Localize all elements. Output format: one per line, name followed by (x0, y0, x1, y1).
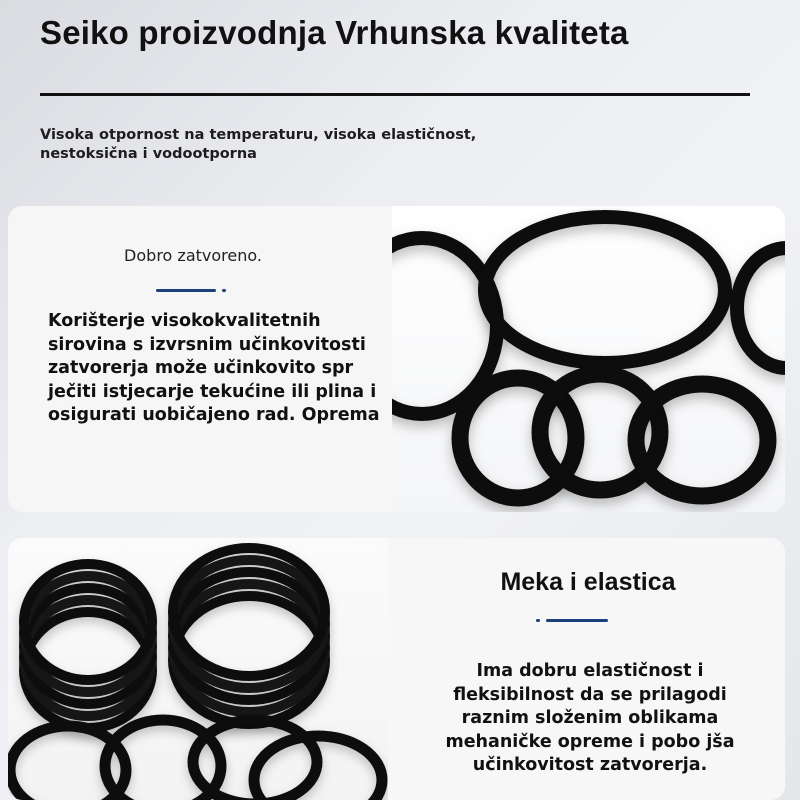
o-ring-row-front (10, 720, 382, 800)
elasticity-description: Ima dobru elastičnost i fleksibilnost da se prilagodi raznim složenim oblikama mehaničke opreme i pobo jša učinkovitost zatvorerja. (445, 661, 735, 775)
o-rings-stack-image (8, 538, 388, 800)
elasticity-heading: Meka i elastica (500, 568, 676, 596)
o-rings-photo-top (392, 206, 785, 512)
elasticity-divider (536, 619, 616, 622)
o-rings-photo-bottom (8, 538, 388, 800)
sealing-divider (156, 289, 236, 292)
title-underline (40, 93, 750, 96)
page-title: Seiko proizvodnja Vrhunska kvaliteta (40, 14, 629, 51)
o-ring-shape (485, 217, 725, 363)
page-subtitle: Visoka otpornost na temperaturu, visoka elastičnost, nestoksična i vodootporna (40, 127, 477, 162)
sealing-card (8, 206, 785, 512)
o-ring-stack-left (24, 564, 152, 728)
o-rings-image (392, 206, 785, 512)
o-ring-shape (737, 248, 785, 368)
sealing-heading: Dobro zatvoreno. (124, 246, 262, 265)
sealing-description: Korišterje visokokvalitetnih sirovina s izvrsnim učinkovitosti zatvorerja može učinkovito spr ječiti istjecarje tekućine ili plina i osigurati uobičajeno rad. Oprema (48, 311, 380, 425)
elasticity-card (8, 538, 785, 800)
o-ring-stack-right (173, 548, 325, 724)
